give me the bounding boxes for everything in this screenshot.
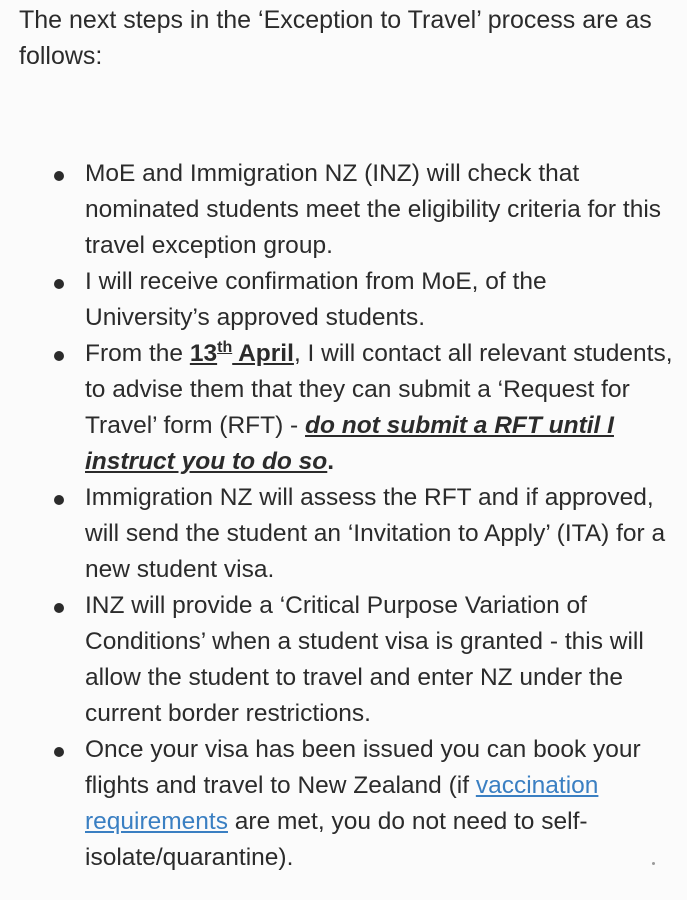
bullet-icon — [54, 747, 64, 757]
speck-mark — [652, 862, 655, 865]
steps-list — [0, 156, 687, 876]
step-suffix: are met, you do not need to self-isolate/quarantine). — [85, 808, 588, 871]
bullet-icon — [54, 279, 64, 289]
intro-paragraph: The next steps in the ‘Exception to Travel’ process are as follows: — [19, 6, 652, 70]
step-middle: , I will contact all relevant students, to advise them that they can submit a ‘Request for Travel’ form (RFT) - — [85, 340, 673, 439]
list-item — [0, 336, 687, 480]
list-item — [0, 156, 687, 264]
step-text: Immigration NZ will assess the RFT and if approved, will send the student an ‘Invitation to Apply’ (ITA) for a new student visa. — [85, 484, 666, 583]
step-prefix: Once your visa has been issued you can book your flights and travel to New Zealand (if — [85, 736, 641, 799]
bullet-icon — [54, 171, 64, 181]
date-suffix: th — [217, 339, 233, 356]
step-text: MoE and Immigration NZ (INZ) will check that nominated students meet the eligibility criteria for this travel exception group. — [85, 160, 662, 259]
bullet-icon — [54, 351, 64, 361]
bullet-icon — [54, 603, 64, 613]
list-item — [0, 588, 687, 732]
step-text: I will receive confirmation from MoE, of the University’s approved students. — [85, 268, 547, 331]
list-item — [0, 732, 687, 876]
instruction-emphasis: do not submit a RFT until I instruct you to do so — [85, 412, 614, 475]
list-item — [0, 264, 687, 336]
step-prefix: From the — [85, 340, 190, 367]
step-text: INZ will provide a ‘Critical Purpose Variation of Conditions’ when a student visa is granted - this will allow the student to travel and enter NZ under the current border restrictions. — [85, 592, 644, 727]
list-item — [0, 480, 687, 588]
bullet-icon — [54, 495, 64, 505]
vaccination-requirements-link[interactable]: vaccination requirements — [85, 772, 599, 835]
date-day: 13 — [189, 340, 218, 367]
date-month: April — [232, 340, 294, 367]
step-end: . — [327, 448, 335, 475]
